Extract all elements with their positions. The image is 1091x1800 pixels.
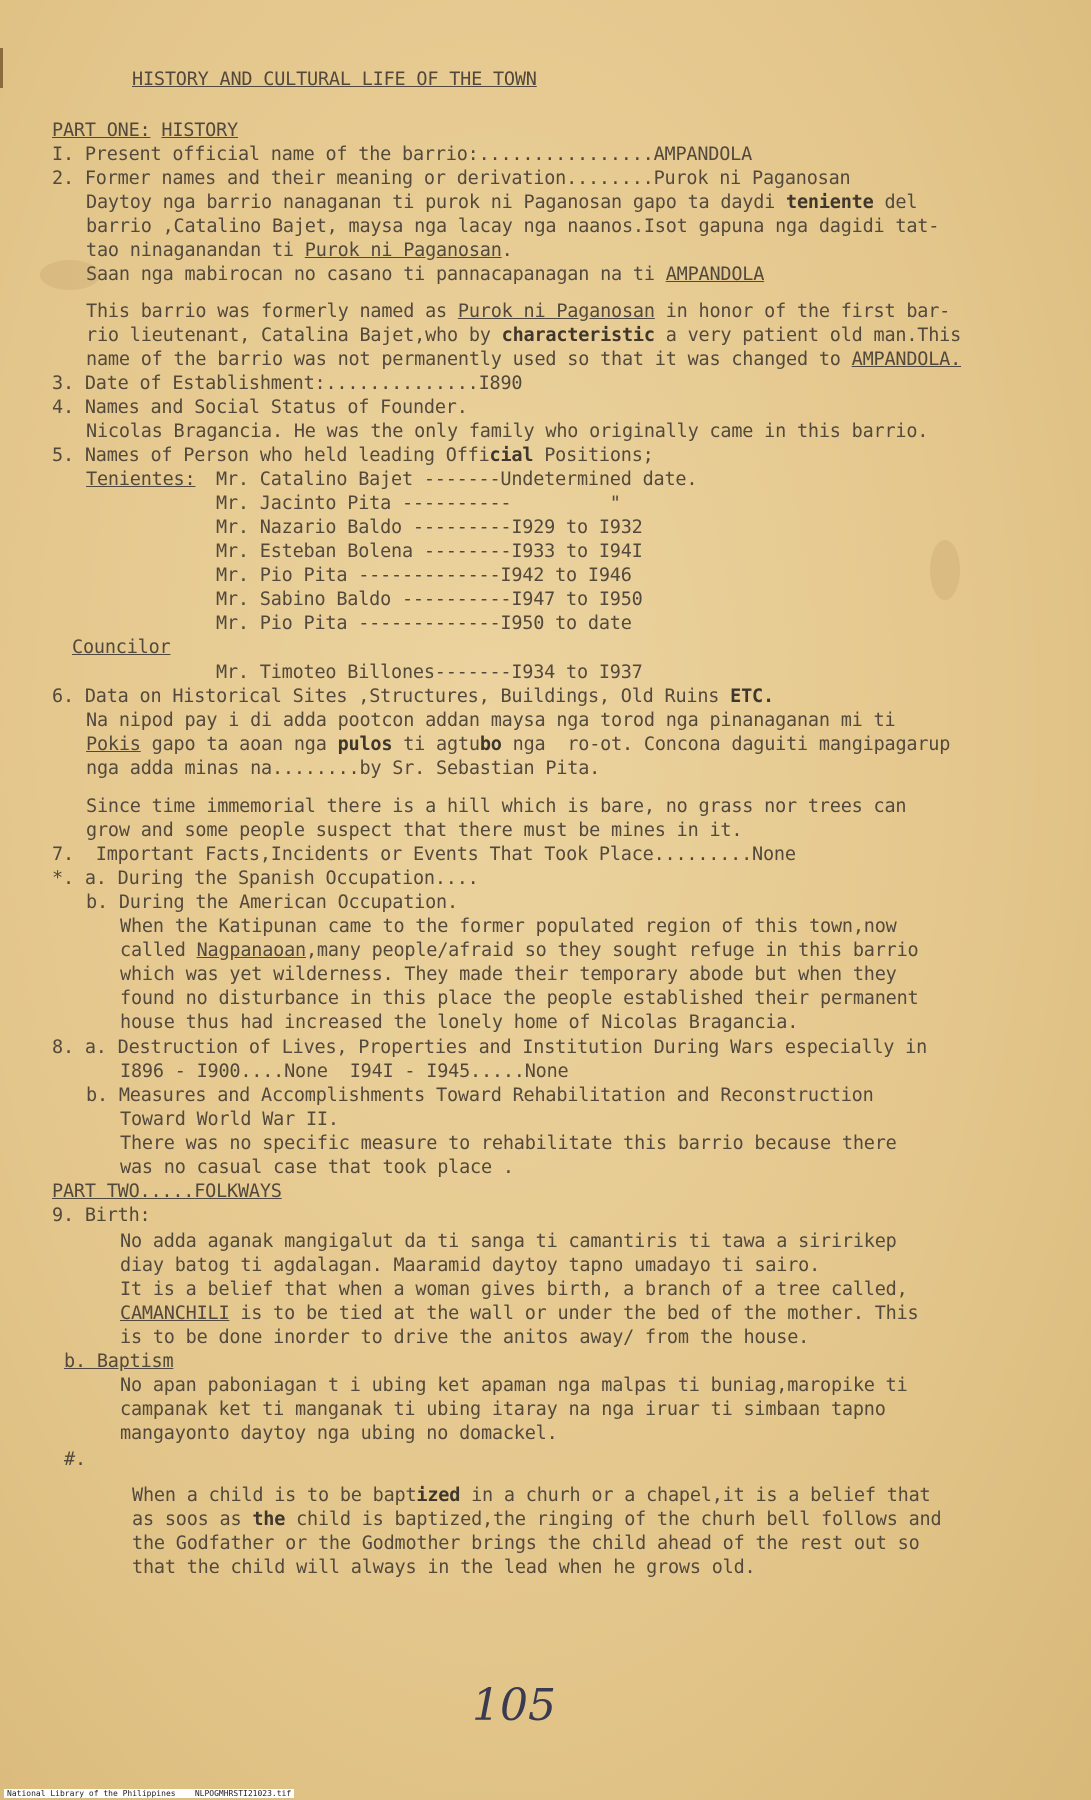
- item-6-line-2: Pokis gapo ta aoan nga pulos ti agtubo nga ro-ot. Concona daguiti mangipagarup: [86, 734, 951, 755]
- item-8b: b. Measures and Accomplishments Toward Rehabilitation and Reconstruction: [86, 1085, 874, 1106]
- item-8b-line-2: There was no specific measure to rehabilitate this barrio because there: [120, 1133, 897, 1154]
- item-5: 5. Names of Person who held leading Official Positions;: [52, 445, 654, 466]
- item-2-line-3: tao ninaganandan ti Purok ni Paganosan.: [86, 240, 513, 261]
- baptism-line-6: the Godfather or the Godmother brings the child ahead of the rest out so: [132, 1533, 920, 1554]
- item-8a-line-1: I896 - I900....None I94I - I945.....None: [120, 1061, 569, 1082]
- item-7b-line-4: found no disturbance in this place the people established their permanent: [120, 988, 919, 1009]
- para-1-line-2: rio lieutenant, Catalina Bajet,who by characteristic a very patient old man.This: [86, 325, 962, 346]
- item-4-line-1: Nicolas Bragancia. He was the only family who originally came in this barrio.: [86, 421, 929, 442]
- item-7: 7. Important Facts,Incidents or Events That Took Place.........None: [52, 844, 796, 865]
- item-6-line-3: nga adda minas na........by Sr. Sebastian Pita.: [86, 758, 601, 779]
- item-9-line-1: No adda aganak mangigalut da ti sanga ti camantiris ti tawa a siririkep: [120, 1231, 897, 1252]
- official-row: Mr. Sabino Baldo ----------I947 to I950: [216, 589, 643, 610]
- document-title: HISTORY AND CULTURAL LIFE OF THE TOWN: [132, 69, 537, 90]
- item-7a: *. a. During the Spanish Occupation....: [52, 868, 479, 889]
- baptism-line-3: mangayonto daytoy nga ubing no domackel.: [120, 1423, 558, 1444]
- item-1: I. Present official name of the barrio:................AMPANDOLA: [52, 144, 753, 165]
- baptism-heading: b. Baptism: [64, 1351, 174, 1372]
- part-one-title: HISTORY: [161, 120, 238, 141]
- item-9: 9. Birth:: [52, 1205, 151, 1226]
- official-row: Mr. Nazario Baldo ---------I929 to I932: [216, 517, 643, 538]
- part-one-label: PART ONE:: [52, 120, 151, 141]
- footer-caption: National Library of the Philippines NLPOGMHRSTI21023.tif: [4, 1789, 294, 1798]
- item-7b: b. During the American Occupation.: [86, 892, 458, 913]
- item-4: 4. Names and Social Status of Founder.: [52, 397, 468, 418]
- official-row: Mr. Pio Pita -------------I942 to I946: [216, 565, 632, 586]
- item-7b-line-2: called Nagpanaoan,many people/afraid so they sought refuge in this barrio: [120, 940, 919, 961]
- item-6-line-4: Since time immemorial there is a hill which is bare, no grass nor trees can: [86, 796, 907, 817]
- councilor-row: Mr. Timoteo Billones-------I934 to I937: [216, 662, 643, 683]
- item-9-line-3: It is a belief that when a woman gives birth, a branch of a tree called,: [120, 1279, 908, 1300]
- official-row: Mr. Pio Pita -------------I950 to date: [216, 613, 632, 634]
- item-3: 3. Date of Establishment:..............I890: [52, 373, 523, 394]
- councilor-label: Councilor: [72, 637, 171, 658]
- item-2: 2. Former names and their meaning or derivation........Purok ni Paganosan: [52, 168, 851, 189]
- item-9-line-4: CAMANCHILI is to be tied at the wall or under the bed of the mother. This: [120, 1303, 919, 1324]
- official-row: Mr. Esteban Bolena --------I933 to I94I: [216, 541, 643, 562]
- item-2-line-1: Daytoy nga barrio nanaganan ti purok ni Paganosan gapo ta daydi teniente del: [86, 192, 918, 213]
- item-2-line-2: barrio ,Catalino Bajet, maysa nga lacay nga naanos.Isot gapuna nga dagidi tat-: [86, 216, 940, 237]
- official-row: Mr. Catalino Bajet -------Undetermined date.: [216, 469, 698, 490]
- item-9-line-5: is to be done inorder to drive the anitos away/ from the house.: [120, 1327, 810, 1348]
- tenientes-label: Tenientes:: [86, 469, 196, 490]
- baptism-line-5: as soos as the child is baptized,the ringing of the churh bell follows and: [132, 1509, 942, 1530]
- item-7b-line-1: When the Katipunan came to the former populated region of this town,now: [120, 916, 897, 937]
- item-2-line-4: Saan nga mabirocan no casano ti pannacapanagan na ti AMPANDOLA: [86, 264, 765, 285]
- item-9-line-2: diay batog ti agdalagan. Maaramid daytoy tapno umadayo ti sairo.: [120, 1255, 821, 1276]
- item-6-line-1: Na nipod pay i di adda pootcon addan maysa nga torod nga pinanaganan mi ti: [86, 710, 896, 731]
- item-7b-line-5: house thus had increased the lonely home of Nicolas Bragancia.: [120, 1012, 799, 1033]
- item-8b-line-1: Toward World War II.: [120, 1109, 339, 1130]
- part-two-heading: PART TWO.....FOLKWAYS: [52, 1181, 282, 1202]
- item-8b-line-3: was no casual case that took place .: [120, 1157, 514, 1178]
- baptism-marker: #.: [64, 1449, 86, 1470]
- stain: [930, 540, 960, 600]
- para-1-line-1: This barrio was formerly named as Purok ni Paganosan in honor of the first bar-: [86, 301, 951, 322]
- item-6: 6. Data on Historical Sites ,Structures, Buildings, Old Ruins ETC.: [52, 686, 774, 707]
- item-6-line-5: grow and some people suspect that there must be mines in it.: [86, 820, 743, 841]
- page-number-handwritten: 105: [472, 1680, 556, 1731]
- baptism-line-2: campanak ket ti manganak ti ubing itaray na nga iruar ti simbaan tapno: [120, 1399, 886, 1420]
- part-one-heading: [52, 119, 238, 143]
- binding-mark: [0, 48, 3, 88]
- item-7b-line-3: which was yet wilderness. They made their temporary abode but when they: [120, 964, 897, 985]
- baptism-line-7: that the child will always in the lead when he grows old.: [132, 1557, 756, 1578]
- baptism-line-1: No apan paboniagan t i ubing ket apaman nga malpas ti buniag,maropike ti: [120, 1375, 908, 1396]
- baptism-line-4: When a child is to be baptized in a churh or a chapel,it is a belief that: [132, 1485, 931, 1506]
- official-row: Mr. Jacinto Pita ---------- ": [216, 493, 621, 514]
- item-8a: 8. a. Destruction of Lives, Properties and Institution During Wars especially in: [52, 1037, 928, 1058]
- para-1-line-3: name of the barrio was not permanently used so that it was changed to AMPANDOLA.: [86, 349, 962, 370]
